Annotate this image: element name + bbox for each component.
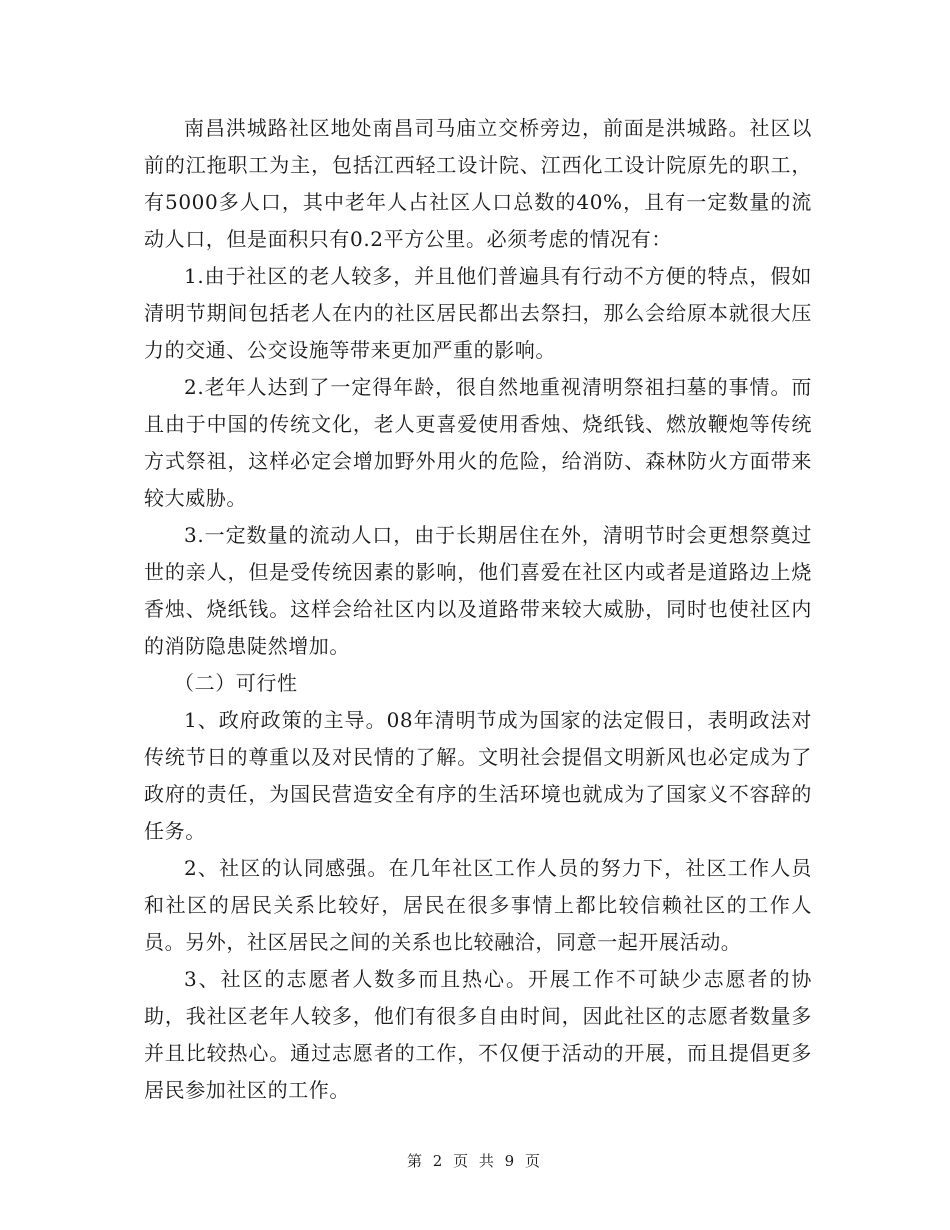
- document-body: [144, 110, 812, 1109]
- section-heading-feasibility: （二）可行性: [174, 671, 298, 695]
- page-footer: 第 2 页 共 9 页: [407, 1152, 543, 1170]
- paragraph-community-overview: 南昌洪城路社区地处南昌司马庙立交桥旁边，前面是洪城路。社区以前的江拖职工为主，包括江西轻工设计院、江西化工设计院原先的职工，有5000多人口，其中老年人占社区人口总数的40%，且有一定数量的流动人口，但是面积只有0.2平方公里。必须考虑的情况有：: [144, 116, 812, 251]
- paragraph-feasibility-1: 1、政府政策的主导。08年清明节成为国家的法定假日，表明政法对传统节日的尊重以及对民情的了解。文明社会提倡文明新风也必定成为了政府的责任，为国民营造安全有序的生活环境也就成为了国家义不容辞的任务。: [144, 708, 812, 843]
- paragraph-point-2: 2.老年人达到了一定得年龄，很自然地重视清明祭祖扫墓的事情。而且由于中国的传统文化，老人更喜爱使用香烛、烧纸钱、燃放鞭炮等传统方式祭祖，这样必定会增加野外用火的危险，给消防、森林防火方面带来较大威胁。: [144, 375, 812, 510]
- paragraph-point-3: 3.一定数量的流动人口，由于长期居住在外，清明节时会更想祭奠过世的亲人，但是受传统因素的影响，他们喜爱在社区内或者是道路边上烧香烛、烧纸钱。这样会给社区内以及道路带来较大威胁，同时也使社区内的消防隐患陡然增加。: [144, 523, 812, 658]
- paragraph-feasibility-2: 2、社区的认同感强。在几年社区工作人员的努力下，社区工作人员和社区的居民关系比较好，居民在很多事情上都比较信赖社区的工作人员。另外，社区居民之间的关系也比较融洽，同意一起开展活动。: [144, 856, 812, 954]
- paragraph-feasibility-3: 3、社区的志愿者人数多而且热心。开展工作不可缺少志愿者的协助，我社区老年人较多，他们有很多自由时间，因此社区的志愿者数量多并且比较热心。通过志愿者的工作，不仅便于活动的开展，而且提倡更多居民参加社区的工作。: [144, 967, 812, 1102]
- paragraph-point-1: 1.由于社区的老人较多，并且他们普遍具有行动不方便的特点，假如清明节期间包括老人在内的社区居民都出去祭扫，那么会给原本就很大压力的交通、公交设施等带来更加严重的影响。: [144, 264, 812, 362]
